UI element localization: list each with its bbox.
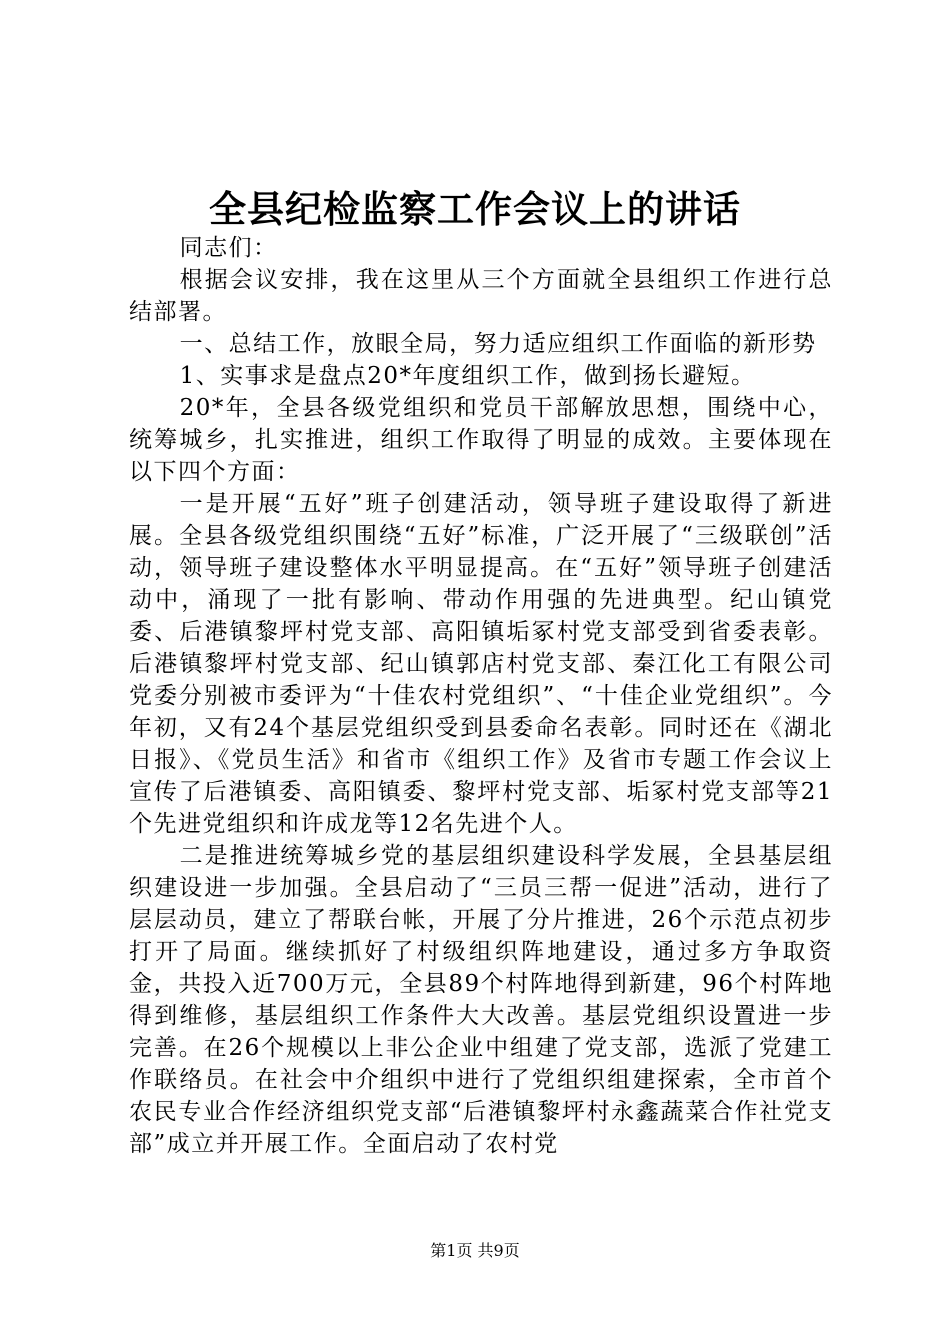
page-number-footer: 第1页 共9页: [430, 1241, 520, 1260]
document-body: [129, 232, 833, 1160]
document-title: 全县纪检监察工作会议上的讲话: [209, 187, 741, 231]
paragraph: 二是推进统筹城乡党的基层组织建设科学发展，全县基层组织建设进一步加强。全县启动了“三员三帮一促进”活动，进行了层层动员，建立了帮联台帐，开展了分片推进，26个示范点初步打开了局面。继续抓好了村级组织阵地建设，通过多方争取资金，共投入近700万元，全县89个村阵地得到新建，96个村阵地得到维修，基层组织工作条件大大改善。基层党组织设置进一步完善。在26个规模以上非公企业中组建了党支部，选派了党建工作联络员。在社会中介组织中进行了党组织组建探索，全市首个农民专业合作经济组织党支部“后港镇黎坪村永鑫蔬菜合作社党支部”成立并开展工作。全面启动了农村党: [129, 843, 833, 1157]
subsection-heading: 1、实事求是盘点20*年度组织工作，做到扬长避短。: [179, 363, 756, 389]
paragraph: 一是开展“五好”班子创建活动，领导班子建设取得了新进展。全县各级党组织围绕“五好”标准，广泛开展了“三级联创”活动，领导班子建设整体水平明显提高。在“五好”领导班子创建活动中，涌现了一批有影响、带动作用强的先进典型。纪山镇党委、后港镇黎坪村党支部、高阳镇垢冢村党支部受到省委表彰。后港镇黎坪村党支部、纪山镇郭店村党支部、秦江化工有限公司党委分别被市委评为“十佳农村党组织”、“十佳企业党组织”。今年初，又有24个基层党组织受到县委命名表彰。同时还在《湖北日报》、《党员生活》和省市《组织工作》及省市专题工作会议上宣传了后港镇委、高阳镇委、黎坪村党支部、垢冢村党支部等21个先进党组织和许成龙等12名先进个人。: [129, 491, 833, 837]
section-heading: 一、总结工作，放眼全局，努力适应组织工作面临的新形势: [179, 331, 817, 357]
paragraph: 20*年，全县各级党组织和党员干部解放思想，围绕中心，统筹城乡，扎实推进，组织工作取得了明显的成效。主要体现在以下四个方面：: [129, 395, 833, 485]
paragraph: 根据会议安排，我在这里从三个方面就全县组织工作进行总结部署。: [129, 267, 833, 325]
salutation: 同志们：: [179, 235, 278, 261]
